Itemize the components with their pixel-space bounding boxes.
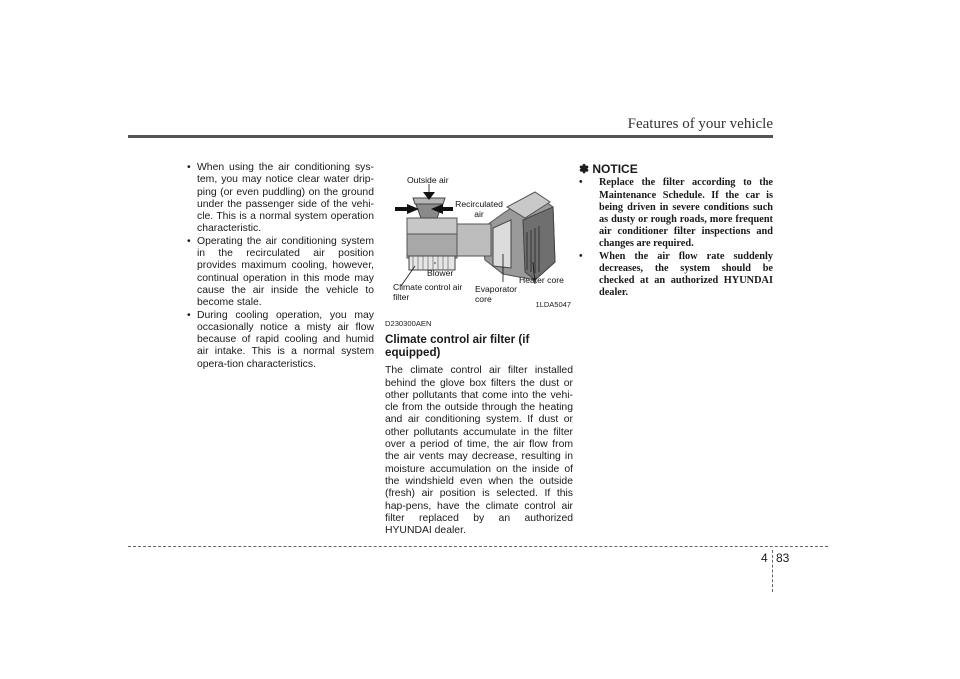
- bullet-item: • When using the air conditioning sys-tem, you may notice clear water drip-ping (or even puddling) on the ground under the passenger side of the vehi-cle. This is a normal system operation characteristic.: [186, 162, 374, 236]
- section-code: D230300AEN: [385, 319, 432, 328]
- figure-code: 1LDA5047: [535, 299, 571, 309]
- blower-label: Blower: [427, 268, 454, 278]
- heater-core-label: Heater core: [519, 275, 564, 285]
- notice-item: • Replace the filter according to the Maintenance Schedule. If the car is being driven in severe conditions such as dusty or rough roads, more frequent air conditioner filter inspections and changes are required.: [579, 177, 773, 250]
- climate-system-figure: [385, 162, 573, 312]
- ac-bullet-list: [186, 162, 374, 371]
- notice-list: [579, 177, 773, 299]
- outside-air-label: Outside air: [407, 175, 449, 185]
- chapter-number: 4: [761, 551, 768, 565]
- recirculated-air-label: Recirculated air: [455, 199, 503, 219]
- bullet-item: • Operating the air conditioning system in the recirculated air position provides maximum cooling, however, continual operation in this mode may cause the air inside the vehicle to become stale.: [186, 236, 374, 310]
- middle-column: [385, 162, 573, 537]
- right-column: [579, 162, 773, 299]
- notice-item: • When the air flow rate suddenly decreases, the system should be checked at an authorized HYUNDAI dealer.: [579, 251, 773, 300]
- section-body: The climate control air filter installed behind the glove box filters the dust or other pollutants that come into the vehi-cle from the outside through the heating and air conditioning system. If dust or other pollutants accumulate in the filter over a period of time, the air flow from the air vents may decrease, resulting in moisture accumulation on the inside of the windshield even when the outside (fresh) air position is selected. If this hap-pens, have the climate control air filter replaced by an authorized HYUNDAI dealer.: [385, 365, 573, 537]
- section-title: Climate control air filter (if equipped): [385, 333, 530, 359]
- notice-heading: ✽ NOTICE: [579, 162, 638, 176]
- left-column: [186, 162, 374, 371]
- bullet-item: • During cooling operation, you may occasionally notice a misty air flow because of rapid cooling and humid air intake. This is a normal system opera-tion characteristics.: [186, 310, 374, 371]
- page-header-title: Features of your vehicle: [627, 116, 773, 132]
- page-number: 83: [776, 551, 790, 565]
- header-rule: [128, 135, 773, 138]
- evaporator-core-label: Evaporator core: [475, 284, 518, 304]
- climate-filter-label: Climate control air filter: [393, 282, 463, 302]
- footer-divider: [772, 550, 773, 592]
- footer-rule: [128, 546, 828, 547]
